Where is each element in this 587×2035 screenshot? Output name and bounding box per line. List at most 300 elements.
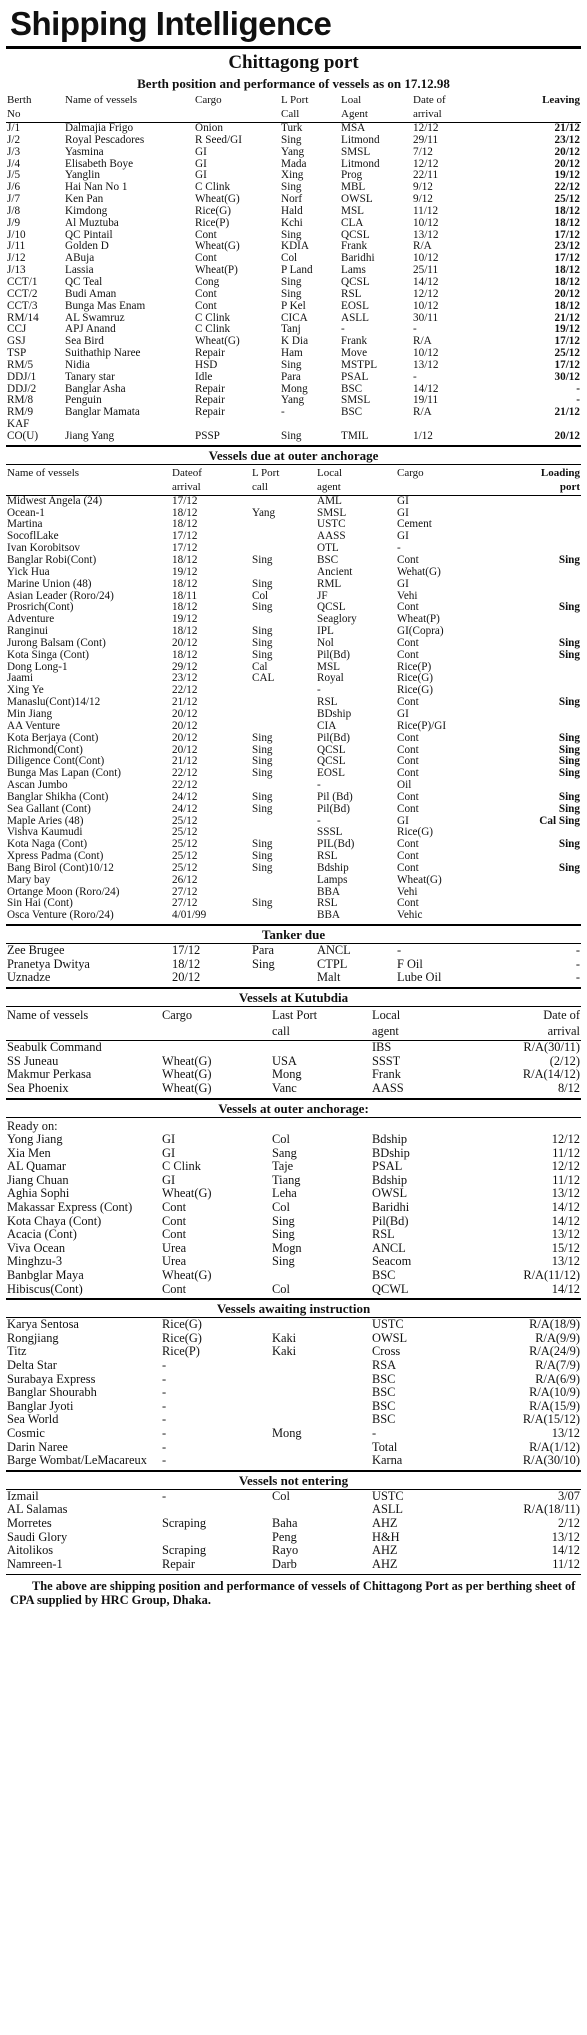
footer-note: The above are shipping position and performance of vessels of Chittagong Port as per berthing sheet of CPA supplied by HRC Group, Dhaka. — [6, 1574, 581, 1607]
table-row — [6, 419, 581, 431]
table-row — [6, 780, 581, 792]
table-cell: AML — [317, 495, 342, 507]
table-cell: 20/12 — [554, 146, 580, 158]
table-cell: Yang — [281, 395, 305, 407]
table-cell: MSTPL — [341, 359, 378, 371]
table-cell: Baha — [272, 1516, 298, 1530]
table-cell: - — [576, 395, 580, 407]
table-cell: Sing — [252, 768, 273, 780]
table-cell: R/A(6/9) — [535, 1372, 580, 1386]
newspaper-page — [6, 0, 581, 1607]
table-cell: GI — [397, 578, 409, 590]
table-cell: Royal — [317, 673, 344, 685]
table-cell: Vehic — [397, 910, 423, 922]
table-cell: 20/12 — [554, 288, 580, 300]
table-cell: CCT/3 — [7, 300, 38, 312]
table-row — [6, 1413, 581, 1427]
table-row — [6, 170, 581, 182]
table-cell: GI — [162, 1173, 176, 1187]
table-cell — [501, 685, 581, 697]
table-cell: MSA — [341, 122, 366, 134]
table-cell: MSL — [341, 205, 365, 217]
table-cell: Cont — [397, 803, 419, 815]
table-row — [6, 898, 581, 910]
table-cell: SMSL — [317, 507, 347, 519]
table-cell: - — [575, 944, 580, 958]
table-row — [6, 123, 581, 135]
table-row — [6, 839, 581, 851]
table-cell: Col — [272, 1489, 290, 1503]
table-row — [6, 407, 581, 419]
table-cell: Repair — [195, 395, 225, 407]
table-cell — [251, 567, 316, 579]
table-cell: GI — [397, 815, 409, 827]
table-cell: Sing — [558, 862, 580, 874]
table-cell: RML — [317, 578, 342, 590]
table-cell: Cont — [162, 1201, 187, 1215]
table-cell: Mada — [281, 158, 307, 170]
notentering-table — [6, 1490, 581, 1572]
table-cell: 21/12 — [554, 407, 580, 419]
table-header-row — [6, 1025, 581, 1041]
table-cell: 22/12 — [172, 685, 198, 697]
table-cell: 20/12 — [172, 708, 198, 720]
table-cell: DDJ/1 — [7, 371, 37, 383]
table-cell: R/A(30/10) — [522, 1454, 580, 1468]
table-cell: 11/12 — [552, 1173, 581, 1187]
table-cell: - — [281, 407, 285, 419]
column-header: port — [501, 481, 581, 496]
table-row — [6, 543, 581, 555]
outer-title: Vessels at outer anchorage: — [6, 1098, 581, 1118]
table-cell: Aitolikos — [7, 1544, 54, 1558]
table-cell: Wheat(P) — [397, 614, 440, 626]
table-cell: Urea — [162, 1255, 187, 1269]
table-cell: Ivan Korobitsov — [7, 543, 81, 555]
table-cell: QCSL — [317, 602, 346, 614]
table-cell: 18/11 — [172, 590, 198, 602]
table-cell: J/1 — [7, 122, 21, 134]
table-cell: CTPL — [317, 957, 348, 971]
table-cell: 13/12 — [551, 1187, 581, 1201]
table-cell: GI — [397, 495, 409, 507]
table-cell — [271, 1413, 371, 1427]
table-cell: CCT/2 — [7, 288, 38, 300]
table-cell — [501, 887, 581, 899]
table-cell: P Kel — [281, 300, 306, 312]
tanker-title: Tanker due — [6, 924, 581, 944]
table-cell: AHZ — [372, 1544, 398, 1558]
table-cell: - — [397, 944, 402, 958]
await-title: Vessels awaiting instruction — [6, 1298, 581, 1318]
table-row — [6, 944, 581, 958]
table-cell: R/A(24/9) — [529, 1345, 580, 1359]
table-cell: BBA — [317, 910, 341, 922]
column-header: Local — [317, 466, 343, 479]
table-cell: Sing — [252, 578, 273, 590]
table-row — [6, 1332, 581, 1346]
table-cell — [251, 910, 316, 922]
table-cell: Seacom — [372, 1255, 412, 1269]
table-cell: CCJ — [7, 324, 27, 336]
table-cell: 17/12 — [554, 359, 580, 371]
table-cell: 18/12 — [172, 602, 198, 614]
table-cell: OTL — [317, 543, 339, 555]
table-cell: Xing — [281, 170, 304, 182]
column-header: Cargo — [195, 94, 222, 106]
table-row — [6, 495, 581, 507]
table-cell: - — [575, 971, 580, 985]
table-cell: Repair — [195, 383, 225, 395]
column-header — [194, 108, 280, 123]
table-cell: Norf — [281, 194, 303, 206]
table-cell: ASLL — [341, 312, 369, 324]
table-cell: Ham — [281, 348, 303, 360]
table-cell: QC Teal — [65, 276, 103, 288]
table-cell: C Clink — [195, 324, 231, 336]
table-row — [6, 1242, 581, 1256]
table-cell: 22/11 — [413, 170, 439, 182]
table-row — [6, 395, 581, 407]
table-cell: R/A(7/9) — [535, 1359, 580, 1372]
table-row — [6, 1517, 581, 1531]
table-cell: Viva Ocean — [7, 1241, 66, 1255]
table-cell: Surabaya Express — [7, 1372, 96, 1386]
table-cell: Mong — [272, 1068, 302, 1082]
table-cell — [251, 816, 316, 828]
due-table — [6, 465, 581, 922]
table-cell: RSL — [317, 898, 338, 910]
table-cell: 10/12 — [413, 300, 439, 312]
table-cell — [251, 614, 316, 626]
table-cell: 3/07 — [557, 1489, 580, 1503]
table-cell: 14/12 — [413, 383, 439, 395]
table-cell: Idle — [195, 371, 213, 383]
table-cell: Onion — [195, 122, 223, 134]
table-cell: - — [317, 685, 321, 697]
table-header-row — [6, 108, 581, 123]
table-cell: Kota Singa (Cont) — [7, 649, 90, 661]
column-header — [396, 481, 501, 496]
table-cell: C Clink — [195, 312, 231, 324]
table-cell — [194, 419, 280, 431]
table-cell: CICA — [281, 312, 308, 324]
table-cell: Xpress Padma (Cont) — [7, 851, 104, 863]
table-cell: Vehi — [397, 886, 418, 898]
table-cell: Wheat(G) — [162, 1054, 212, 1068]
table-cell: 7/12 — [413, 146, 433, 158]
table-cell: Cont — [397, 649, 419, 661]
table-cell: JF — [317, 590, 328, 602]
table-cell — [271, 1441, 371, 1455]
table-cell: MSL — [317, 661, 341, 673]
table-cell: CO(U) — [7, 430, 39, 442]
table-cell: Sing — [281, 288, 302, 300]
table-cell — [271, 1318, 371, 1332]
table-cell: Lassia — [65, 265, 94, 277]
table-cell: - — [372, 1426, 377, 1440]
table-cell: Cal Sing — [539, 815, 580, 827]
table-cell: Urea — [162, 1241, 187, 1255]
table-cell: 19/12 — [554, 324, 580, 336]
table-cell: Para — [252, 944, 275, 958]
table-cell: 17/12 — [554, 253, 580, 265]
table-cell: Cont — [195, 253, 217, 265]
table-row — [6, 804, 581, 816]
table-cell: Sing — [252, 839, 273, 851]
table-cell: DDJ/2 — [7, 383, 37, 395]
column-header — [161, 1025, 271, 1041]
table-cell: - — [575, 957, 580, 971]
table-row — [6, 567, 581, 579]
table-cell: Marine Union (48) — [7, 578, 92, 590]
table-cell: 12/12 — [413, 158, 439, 170]
column-header: Name of vessels — [65, 94, 138, 106]
table-cell: 14/12 — [551, 1282, 581, 1296]
table-cell: Sin Hai (Cont) — [7, 898, 73, 910]
table-cell: TMIL — [341, 430, 369, 442]
table-cell: Kchi — [281, 217, 303, 229]
table-cell: Rice(G) — [397, 685, 434, 697]
table-cell: Rice(G) — [397, 673, 434, 685]
table-cell: Suithathip Naree — [65, 348, 141, 360]
table-cell: C Clink — [195, 182, 231, 194]
table-cell: Frank — [372, 1068, 401, 1082]
table-cell: Asian Leader (Roro/24) — [7, 590, 114, 602]
table-cell: Xia Men — [7, 1146, 51, 1160]
table-cell: Lamps — [317, 874, 348, 886]
table-cell: F Oil — [397, 957, 423, 971]
table-cell — [271, 1503, 371, 1517]
table-cell: 14/12 — [551, 1544, 580, 1558]
table-cell: 17/12 — [554, 336, 580, 348]
table-cell: Cont — [397, 768, 419, 780]
table-cell: Frank — [341, 241, 368, 253]
table-cell: Wheat(G) — [397, 874, 442, 886]
table-row — [6, 602, 581, 614]
table-cell: Repair — [195, 407, 225, 419]
ready-on-label: Ready on: — [7, 1118, 58, 1133]
table-row — [6, 709, 581, 721]
table-row — [6, 531, 581, 543]
table-cell — [501, 721, 581, 733]
table-cell: 12/12 — [551, 1133, 581, 1147]
table-cell: 10/12 — [413, 348, 439, 360]
table-cell: Sing — [252, 744, 273, 756]
table-cell: Titz — [7, 1345, 27, 1359]
table-cell: R/A(14/12) — [522, 1068, 580, 1082]
table-cell: Namreen-1 — [7, 1557, 63, 1571]
table-cell: AASS — [317, 531, 346, 543]
column-header: Loading — [540, 466, 580, 479]
table-row — [6, 733, 581, 745]
table-cell: Osca Venture (Roro/24) — [7, 910, 114, 922]
table-cell: Prosrich(Cont) — [7, 602, 74, 614]
table-row — [6, 1041, 581, 1055]
table-cell — [251, 709, 316, 721]
table-cell: Yong Jiang — [7, 1133, 63, 1147]
table-cell — [251, 697, 316, 709]
table-cell: Royal Pescadores — [65, 134, 145, 146]
table-cell: Banglar Shourabh — [7, 1386, 97, 1400]
table-cell: Saudi Glory — [7, 1530, 68, 1544]
table-cell: Cont — [397, 697, 419, 709]
column-header: No — [6, 108, 64, 123]
table-cell: Barge Wombat/LeMacareux — [7, 1454, 147, 1468]
table-cell: Frank — [341, 336, 368, 348]
table-cell: Bang Birol (Cont)10/12 — [7, 862, 114, 874]
table-cell: Malt — [317, 971, 341, 985]
table-cell: USTC — [372, 1318, 404, 1332]
table-cell: AL Salamas — [7, 1503, 68, 1517]
table-cell: Martina — [7, 519, 43, 531]
table-cell: Sing — [272, 1228, 295, 1242]
table-cell: Sea World — [7, 1413, 59, 1427]
table-cell: Sea Phoenix — [7, 1081, 69, 1095]
table-cell — [251, 827, 316, 839]
table-cell: Wheat(G) — [195, 241, 240, 253]
table-cell: Taje — [272, 1160, 294, 1174]
table-cell: Richmond(Cont) — [7, 744, 83, 756]
table-row — [6, 384, 581, 396]
table-cell: - — [162, 1454, 167, 1468]
table-cell: GI — [397, 708, 409, 720]
column-header: Date of — [543, 1007, 580, 1022]
table-cell: HSD — [195, 359, 218, 371]
table-row — [6, 1427, 581, 1441]
table-row — [6, 1318, 581, 1332]
table-cell: 20/12 — [554, 158, 580, 170]
table-row — [6, 958, 581, 972]
table-cell: Sing — [558, 768, 580, 780]
table-cell: Pil (Bd) — [317, 791, 353, 803]
table-cell — [501, 495, 581, 507]
table-cell: Vishva Kaumudi — [7, 827, 83, 839]
column-header: Last Port — [272, 1007, 318, 1022]
table-cell: Cement — [397, 519, 432, 531]
table-cell: QCSL — [341, 229, 370, 241]
table-cell: Ken Pan — [65, 194, 104, 206]
table-cell: Kota Naga (Cont) — [7, 839, 88, 851]
table-cell: EOSL — [317, 768, 345, 780]
table-row — [6, 1160, 581, 1174]
table-cell: Sing — [558, 744, 580, 756]
table-cell: J/8 — [7, 205, 21, 217]
table-cell: 29/11 — [413, 134, 439, 146]
table-cell: Wheat(G) — [162, 1068, 212, 1082]
table-row — [6, 1055, 581, 1069]
table-cell: R/A(11/12) — [523, 1269, 581, 1283]
table-cell: H&H — [372, 1530, 400, 1544]
table-cell: 21/12 — [554, 122, 580, 134]
table-cell: Golden D — [65, 241, 109, 253]
table-cell: 13/12 — [413, 359, 439, 371]
table-cell: 11/12 — [413, 205, 439, 217]
table-cell: 22/12 — [554, 182, 580, 194]
table-cell: Zee Brugee — [7, 944, 65, 958]
table-cell: Sing — [252, 898, 273, 910]
table-cell: Yang — [252, 507, 276, 519]
table-cell: GI — [397, 507, 409, 519]
column-header: call — [271, 1025, 371, 1041]
table-cell: Sing — [252, 649, 273, 661]
table-cell: BSC — [372, 1399, 396, 1413]
table-cell: Wheat(G) — [162, 1081, 212, 1095]
table-cell: Karna — [372, 1454, 403, 1468]
table-cell: J/7 — [7, 194, 21, 206]
table-cell — [501, 519, 581, 531]
table-cell — [501, 626, 581, 638]
column-header: Dateof — [172, 466, 202, 479]
table-cell: Kota Berjaya (Cont) — [7, 732, 99, 744]
table-cell: BSC — [317, 555, 339, 566]
table-row — [6, 277, 581, 289]
table-cell — [501, 579, 581, 591]
table-cell: ASLL — [372, 1503, 403, 1517]
table-cell: Makassar Express (Cont) — [7, 1201, 133, 1215]
table-row — [6, 1359, 581, 1373]
table-cell: - — [341, 324, 345, 336]
await-table — [6, 1318, 581, 1468]
table-cell: Pranetya Dwitya — [7, 957, 90, 971]
table-cell: SMSL — [341, 395, 371, 407]
table-cell — [412, 419, 502, 431]
table-cell: Rice(P)/GI — [397, 720, 447, 732]
table-cell: OWSL — [372, 1187, 408, 1201]
table-row — [6, 1345, 581, 1359]
table-cell: Mong — [272, 1426, 302, 1440]
table-cell: - — [162, 1359, 167, 1372]
table-row — [6, 1503, 581, 1517]
column-header: call — [251, 481, 316, 496]
table-row — [6, 650, 581, 662]
table-cell: R/A(30/11) — [523, 1040, 580, 1055]
table-cell: 18/12 — [172, 507, 198, 519]
table-header-row — [6, 92, 581, 108]
table-cell — [161, 1503, 271, 1517]
table-cell: BSC — [372, 1269, 396, 1283]
table-cell: Manaslu(Cont)14/12 — [7, 697, 101, 709]
table-cell: 18/12 — [172, 626, 198, 638]
table-cell: 17/12 — [172, 531, 198, 543]
table-cell: Mogn — [272, 1241, 302, 1255]
table-cell: Col — [272, 1201, 290, 1215]
table-cell: 17/12 — [172, 543, 198, 555]
table-cell: GI — [162, 1146, 176, 1160]
table-cell: USTC — [372, 1489, 404, 1503]
table-cell: 25/12 — [172, 851, 198, 863]
table-row — [6, 1255, 581, 1269]
table-cell: Tiang — [272, 1173, 301, 1187]
table-cell: Yick Hua — [7, 566, 50, 578]
table-cell: RM/5 — [7, 359, 34, 371]
table-cell: Kaki — [272, 1331, 297, 1345]
table-cell: 25/12 — [554, 348, 580, 360]
table-cell: 14/12 — [413, 276, 439, 288]
table-cell: SSSL — [317, 827, 343, 839]
table-cell: Rongjiang — [7, 1331, 59, 1345]
table-row — [6, 1133, 581, 1147]
table-cell: RSA — [372, 1359, 397, 1372]
table-cell: Sing — [558, 791, 580, 803]
table-row — [6, 1373, 581, 1387]
table-cell: KAF — [7, 419, 30, 431]
table-cell: USTC — [317, 519, 346, 531]
table-cell: 23/12 — [554, 241, 580, 253]
table-cell: Ancient — [317, 566, 353, 578]
table-cell: R/A(1/12) — [529, 1440, 580, 1454]
table-cell — [501, 531, 581, 543]
